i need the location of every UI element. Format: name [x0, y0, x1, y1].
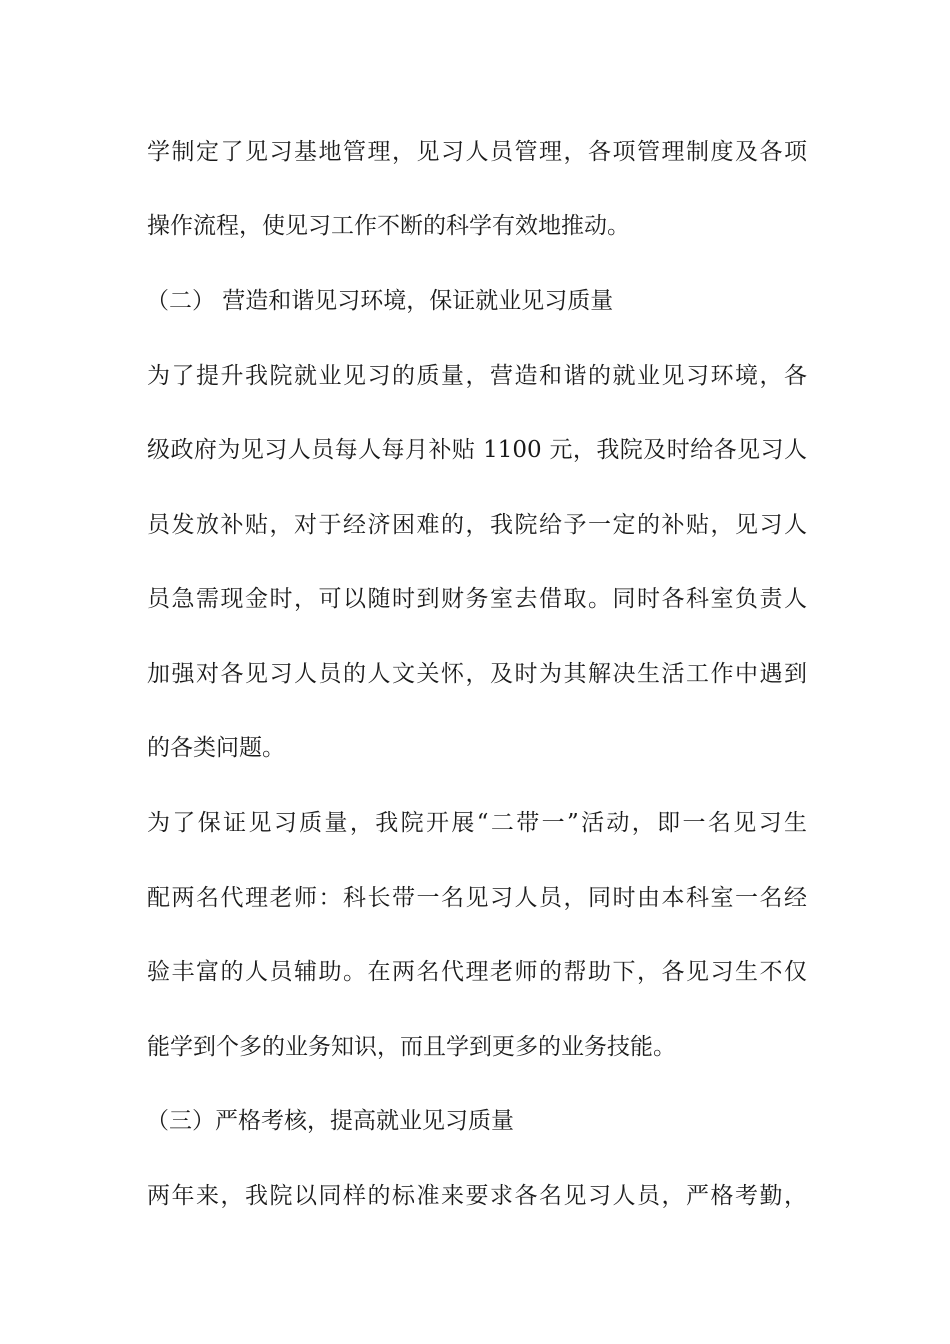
section-heading-2: （二） 营造和谐见习环境，保证就业见习质量	[146, 288, 614, 314]
paragraph-line-9: 的各类问题。	[147, 735, 285, 761]
section-heading-3: （三）严格考核，提高就业见习质量	[146, 1108, 514, 1134]
paragraph-line-1: 学制定了见习基地管理，见习人员管理，各项管理制度及各项	[147, 139, 807, 165]
paragraph-line-5: 级政府为见习人员每人每月补贴 1100 元，我院及时给各见习人	[147, 437, 807, 463]
paragraph-line-15: 两年来，我院以同样的标准来要求各名见习人员，严格考勤，	[147, 1183, 807, 1209]
paragraph-line-13: 能学到个多的业务知识，而且学到更多的业务技能。	[147, 1034, 676, 1060]
paragraph-line-12: 验丰富的人员辅助。在两名代理老师的帮助下，各见习生不仅	[147, 959, 807, 985]
paragraph-line-2: 操作流程，使见习工作不断的科学有效地推动。	[147, 213, 630, 239]
paragraph-line-4: 为了提升我院就业见习的质量，营造和谐的就业见习环境，各	[147, 363, 807, 389]
paragraph-line-8: 加强对各见习人员的人文关怀，及时为其解决生活工作中遇到	[147, 661, 807, 687]
paragraph-line-6: 员发放补贴，对于经济困难的，我院给予一定的补贴，见习人	[147, 512, 807, 538]
paragraph-line-10: 为了保证见习质量，我院开展“二带一”活动，即一名见习生	[147, 810, 807, 836]
paragraph-line-7: 员急需现金时，可以随时到财务室去借取。同时各科室负责人	[147, 586, 807, 612]
paragraph-line-11: 配两名代理老师：科长带一名见习人员，同时由本科室一名经	[147, 885, 807, 911]
